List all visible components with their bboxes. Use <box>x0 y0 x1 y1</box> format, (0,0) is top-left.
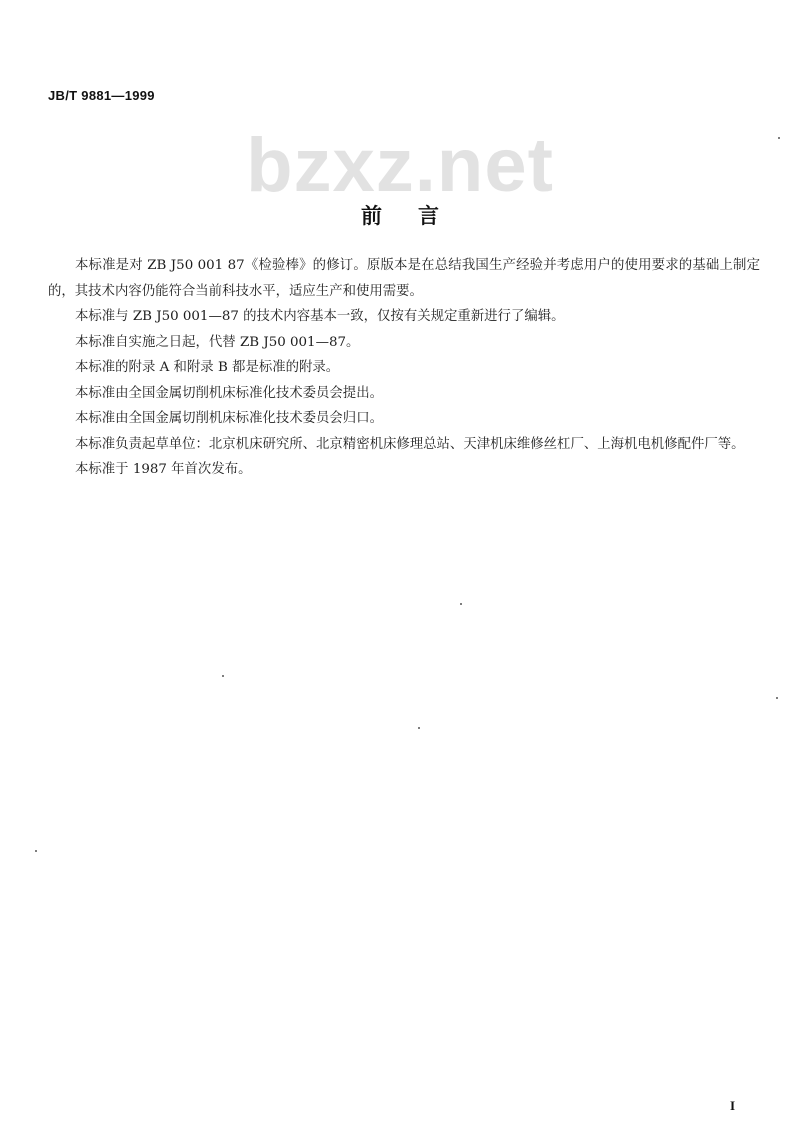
scan-speck <box>460 603 462 605</box>
scan-speck <box>35 850 37 852</box>
watermark-text: bzxz.net <box>246 123 554 208</box>
scan-speck <box>418 727 420 729</box>
foreword-paragraph: 本标准是对 ZB J50 001 87《检验棒》的修订。原版本是在总结我国生产经验并考虑用户的使用要求的基础上制定的，其技术内容仍能符合当前科技水平，适应生产和使用需要。 <box>48 258 760 299</box>
scan-speck <box>222 675 224 677</box>
foreword-paragraph: 本标准由全国金属切削机床标准化技术委员会提出。 <box>75 385 383 401</box>
scan-speck <box>776 697 778 699</box>
page-number: I <box>730 1098 736 1113</box>
foreword-title: 前言 <box>361 204 475 228</box>
foreword-paragraph: 本标准由全国金属切削机床标准化技术委员会归口。 <box>75 411 383 426</box>
foreword-paragraph: 本标准于 1987 年首次发布。 <box>75 462 252 477</box>
foreword-paragraph: 本标准负责起草单位：北京机床研究所、北京精密机床修理总站、天津机床维修丝杠厂、上海机电机修配件厂等。 <box>75 436 745 452</box>
foreword-body <box>48 253 760 483</box>
scan-speck <box>778 137 780 139</box>
foreword-paragraph: 本标准与 ZB J50 001—87 的技术内容基本一致，仅按有关规定重新进行了编辑。 <box>75 309 565 324</box>
standard-code: JB/T 9881—1999 <box>48 88 155 103</box>
foreword-paragraph: 本标准的附录 A 和附录 B 都是标准的附录。 <box>75 360 340 375</box>
foreword-paragraph: 本标准自实施之日起，代替 ZB J50 001—87。 <box>75 334 360 350</box>
